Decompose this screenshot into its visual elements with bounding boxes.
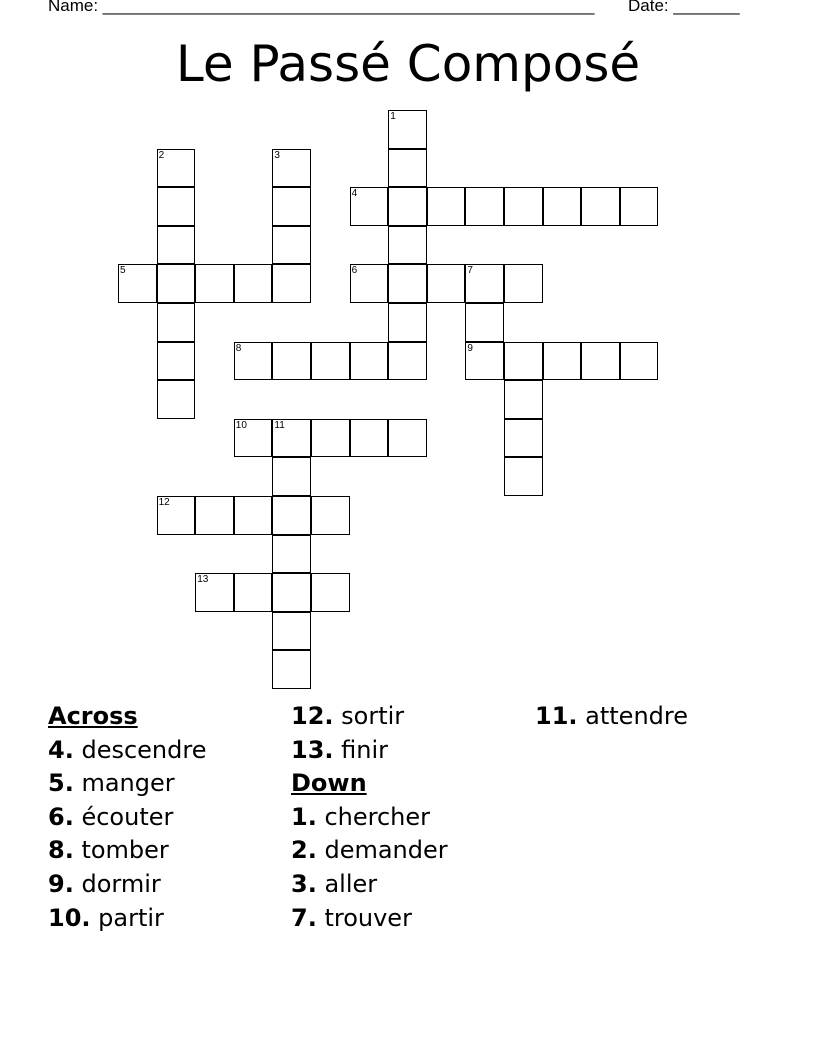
crossword-cell[interactable]: [157, 264, 196, 303]
crossword-cell[interactable]: [272, 535, 311, 574]
clue-item: [535, 700, 688, 734]
clue-number: 4.: [48, 735, 74, 764]
clue-item: [291, 902, 448, 936]
crossword-cell[interactable]: [504, 264, 543, 303]
clue-word: partir: [90, 903, 164, 932]
crossword-cell[interactable]: [195, 264, 234, 303]
clue-word: trouver: [316, 903, 412, 932]
clue-word: attendre: [577, 702, 688, 730]
crossword-cell[interactable]: [388, 226, 427, 265]
clue-item: [291, 868, 448, 902]
crossword-cell[interactable]: [388, 110, 427, 149]
cell-number: 13: [197, 574, 209, 586]
clue-number: 1.: [291, 802, 317, 831]
crossword-cell[interactable]: [157, 187, 196, 226]
crossword-cell[interactable]: [543, 342, 582, 381]
crossword-cell[interactable]: [272, 419, 311, 458]
crossword-cell[interactable]: [388, 342, 427, 381]
crossword-cell[interactable]: [543, 187, 582, 226]
crossword-cell[interactable]: [157, 226, 196, 265]
crossword-cell[interactable]: [157, 303, 196, 342]
crossword-cell[interactable]: [272, 612, 311, 651]
cell-number: 7: [467, 265, 473, 277]
cell-number: 9: [467, 342, 473, 354]
cell-number: 2: [158, 149, 165, 161]
clue-word: tomber: [73, 836, 169, 865]
crossword-cell[interactable]: [272, 149, 311, 188]
clue-word: sortir: [333, 702, 405, 730]
crossword-cell[interactable]: [311, 342, 350, 381]
page-title: Le Passé Composé: [175, 35, 641, 93]
crossword-cell[interactable]: [427, 264, 466, 303]
crossword-cell[interactable]: [272, 187, 311, 226]
crossword-cell[interactable]: [272, 573, 311, 612]
crossword-cell[interactable]: [465, 303, 504, 342]
crossword-cell[interactable]: [388, 264, 427, 303]
clue-number: 13.: [291, 735, 334, 764]
date-field[interactable]: Date: _______: [628, 0, 740, 15]
crossword-cell[interactable]: [272, 226, 311, 265]
crossword-cell[interactable]: [272, 496, 311, 535]
crossword-cell[interactable]: [157, 496, 196, 535]
clue-number: 12.: [291, 702, 334, 730]
crossword-cell[interactable]: [311, 573, 350, 612]
crossword-cell[interactable]: [234, 496, 273, 535]
clue-item: [48, 734, 206, 768]
crossword-cell[interactable]: [118, 264, 157, 303]
clue-item: [48, 902, 206, 936]
crossword-cell[interactable]: [388, 303, 427, 342]
crossword-cell[interactable]: [311, 419, 350, 458]
crossword-cell[interactable]: [234, 419, 273, 458]
cell-number: 3: [274, 149, 280, 161]
clue-number: 6.: [48, 802, 74, 831]
clue-number: 7.: [291, 903, 317, 932]
crossword-cell[interactable]: [620, 187, 659, 226]
crossword-cell[interactable]: [465, 264, 504, 303]
crossword-cell[interactable]: [581, 187, 620, 226]
cell-number: 4: [351, 188, 358, 200]
crossword-cell[interactable]: [465, 342, 504, 381]
clue-number: 3.: [291, 869, 317, 898]
crossword-cell[interactable]: [504, 342, 543, 381]
crossword-cell[interactable]: [581, 342, 620, 381]
crossword-cell[interactable]: [504, 187, 543, 226]
clue-number: 8.: [48, 836, 74, 865]
crossword-cell[interactable]: [388, 149, 427, 188]
clue-number: 5.: [48, 769, 74, 798]
cell-number: 5: [120, 265, 126, 277]
crossword-cell[interactable]: [620, 342, 659, 381]
clue-number: 2.: [291, 836, 317, 865]
clue-word: aller: [316, 869, 378, 898]
crossword-cell[interactable]: [195, 573, 234, 612]
crossword-cell[interactable]: [311, 496, 350, 535]
crossword-cell[interactable]: [465, 187, 504, 226]
clue-item: [291, 834, 448, 868]
crossword-cell[interactable]: [350, 264, 389, 303]
name-field[interactable]: Name: ____________________________________________________: [48, 0, 595, 15]
crossword-cell[interactable]: [350, 342, 389, 381]
clue-item: [48, 801, 206, 835]
clue-column-1: [48, 700, 206, 935]
crossword-cell[interactable]: [388, 419, 427, 458]
clue-number: 11.: [535, 702, 578, 730]
crossword-cell[interactable]: [504, 380, 543, 419]
crossword-cell[interactable]: [272, 264, 311, 303]
crossword-cell[interactable]: [427, 187, 466, 226]
cell-number: 1: [390, 111, 396, 122]
clue-word: demander: [316, 836, 448, 865]
crossword-cell[interactable]: [157, 149, 196, 188]
crossword-cell[interactable]: [350, 419, 389, 458]
clue-word: chercher: [316, 802, 431, 831]
cell-number: 11: [274, 419, 285, 431]
clue-number: 10.: [48, 903, 91, 932]
clue-item: [291, 734, 448, 768]
clue-word: finir: [333, 735, 389, 764]
clue-column-3: [535, 700, 688, 734]
crossword-cell[interactable]: [234, 342, 273, 381]
clue-item: [291, 700, 448, 734]
clue-item: [48, 834, 206, 868]
crossword-cell[interactable]: [272, 457, 311, 496]
clue-number: 9.: [48, 869, 74, 898]
crossword-cell[interactable]: [195, 496, 234, 535]
crossword-cell[interactable]: [157, 380, 196, 419]
cell-number: 12: [158, 497, 170, 508]
crossword-cell[interactable]: [504, 419, 543, 458]
crossword-cell[interactable]: [272, 342, 311, 381]
crossword-cell[interactable]: [234, 573, 273, 612]
clue-item: [48, 868, 206, 902]
crossword-cell[interactable]: [157, 342, 196, 381]
crossword-cell[interactable]: [504, 457, 543, 496]
clue-item: [291, 801, 448, 835]
clue-heading: Across: [48, 702, 138, 730]
crossword-cell[interactable]: [388, 187, 427, 226]
crossword-cell[interactable]: [234, 264, 273, 303]
clue-word: descendre: [73, 735, 207, 764]
cell-number: 6: [351, 265, 358, 277]
clue-item: [48, 767, 206, 801]
clue-word: écouter: [73, 802, 174, 831]
cell-number: 10: [235, 419, 247, 431]
clue-word: dormir: [73, 869, 161, 898]
clue-heading: Down: [291, 769, 367, 798]
cell-number: 8: [235, 342, 242, 354]
crossword-cell[interactable]: [350, 187, 389, 226]
clue-column-2: [291, 700, 448, 935]
crossword-cell[interactable]: [272, 650, 311, 689]
clue-word: manger: [73, 769, 175, 798]
